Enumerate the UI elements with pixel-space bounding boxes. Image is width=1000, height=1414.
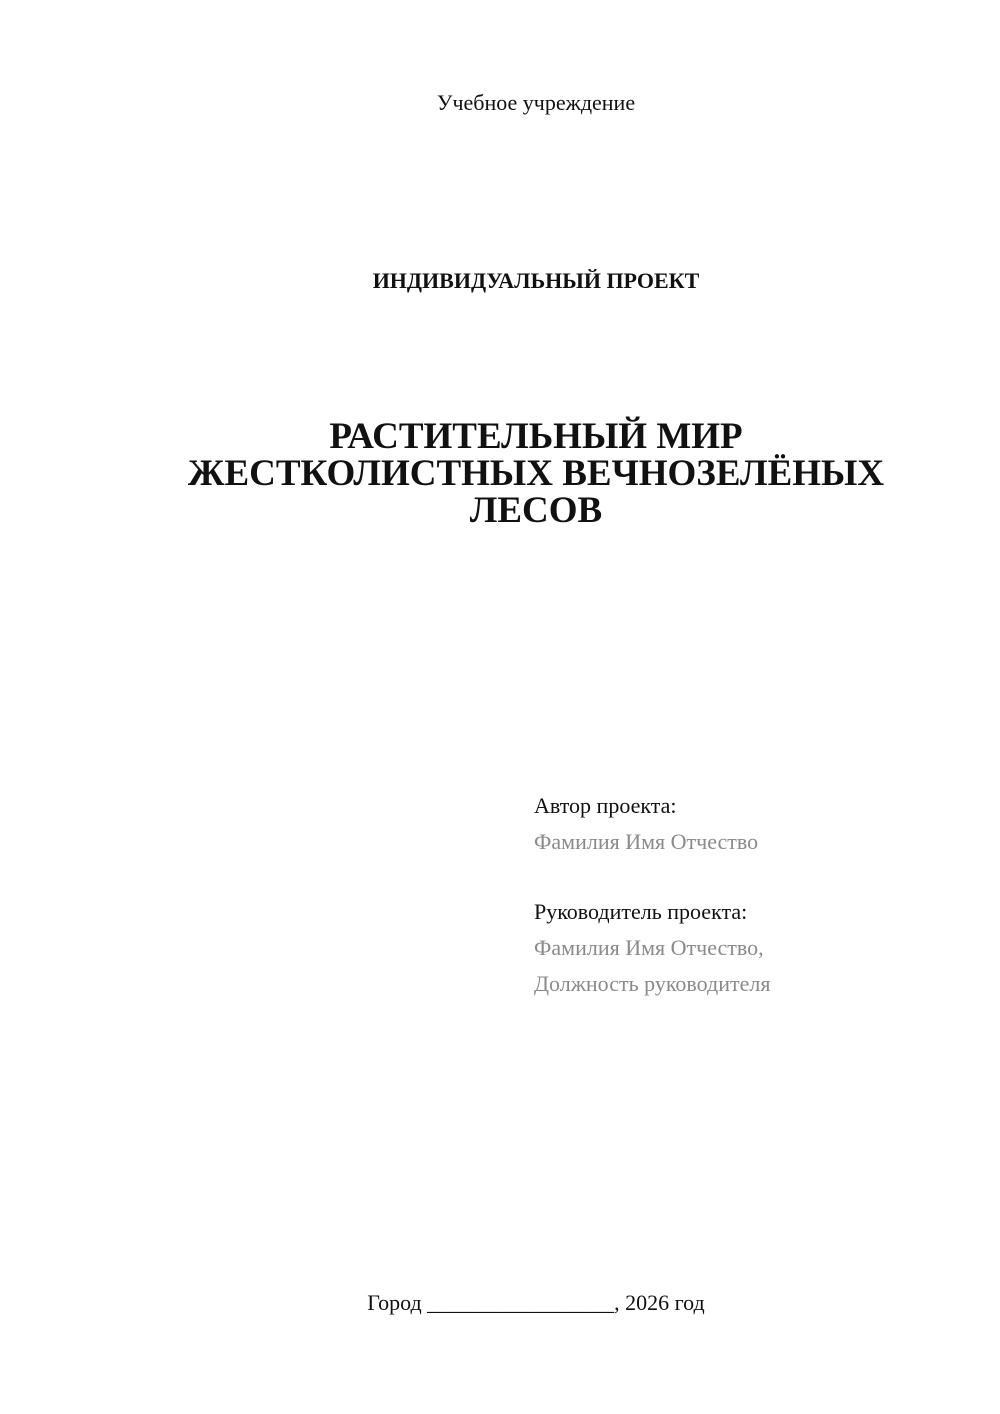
author-name: Фамилия Имя Отчество	[534, 829, 759, 854]
project-title-line: ЖЕСТКОЛИСТНЫХ ВЕЧНОЗЕЛЁНЫХ	[187, 453, 885, 494]
document-type: ИНДИВИДУАЛЬНЫЙ ПРОЕКТ	[372, 268, 700, 293]
institution-name: Учебное учреждение	[436, 90, 636, 115]
supervisor-label: Руководитель проекта:	[534, 899, 748, 924]
supervisor-name: Фамилия Имя Отчество,	[534, 935, 764, 960]
credits-block	[534, 788, 770, 1002]
city-year-footer: Город _________________, 2026 год	[367, 1290, 705, 1315]
project-title-line: РАСТИТЕЛЬНЫЙ МИР	[329, 416, 743, 457]
supervisor-position: Должность руководителя	[534, 971, 771, 996]
project-title	[0, 418, 1000, 529]
author-label: Автор проекта:	[534, 793, 677, 818]
project-title-line: ЛЕСОВ	[469, 490, 603, 531]
